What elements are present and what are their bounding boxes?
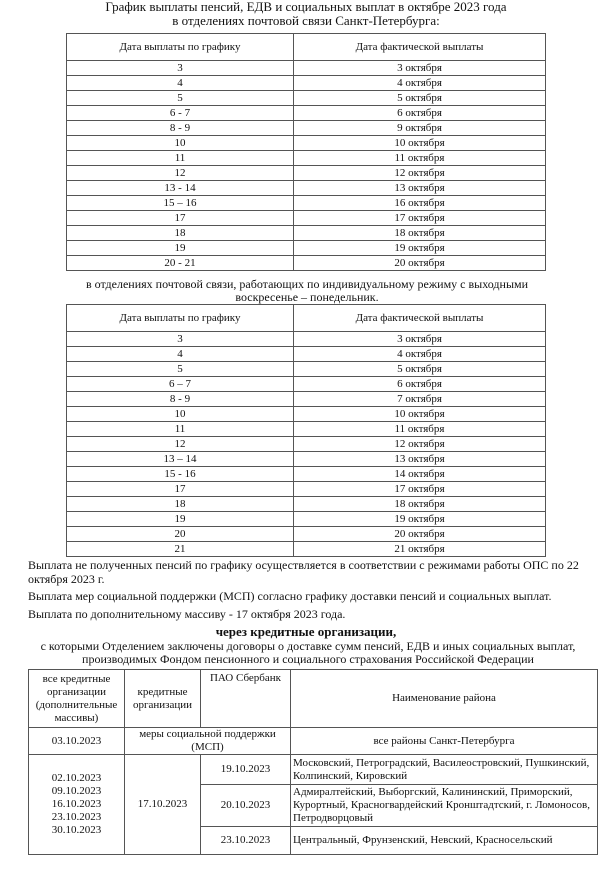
scheduled-date-cell: 3 [67,61,294,76]
actual-date-cell: 19 октября [294,512,546,527]
table-row [67,407,546,422]
table-row [67,392,546,407]
actual-date-cell: 10 октября [294,407,546,422]
scheduled-date-cell: 19 [67,512,294,527]
credit-row1-date: 03.10.2023 [29,728,125,755]
note-unpaid-pensions: Выплата не полученных пенсий по графику осуществляется в соответствии с режимами работы ОПС по 22 октября 2023 г. [28,558,579,586]
scheduled-date-cell: 21 [67,542,294,557]
actual-date-cell: 7 октября [294,392,546,407]
scheduled-date-cell: 6 – 7 [67,377,294,392]
title-line-2: в отделениях почтовой связи Санкт-Петербурга: [172,13,440,28]
all-orgs-date: 09.10.2023 [51,785,102,797]
scheduled-date-cell: 13 - 14 [67,181,294,196]
scheduled-date-cell: 8 - 9 [67,121,294,136]
scheduled-date-cell: 12 [67,166,294,181]
scheduled-date-cell: 13 – 14 [67,452,294,467]
table-row [67,106,546,121]
actual-date-cell: 16 октября [294,196,546,211]
table-row [67,91,546,106]
actual-date-cell: 3 октября [294,332,546,347]
document-title [20,0,592,28]
scheduled-date-cell: 20 - 21 [67,256,294,271]
table-row [67,211,546,226]
table-row [67,497,546,512]
col-header-actual: Дата фактической выплаты [294,305,546,332]
table-row [67,377,546,392]
actual-date-cell: 18 октября [294,226,546,241]
credit-header-all-orgs: все кредитные организации (дополнительные массивы) [29,670,125,728]
table-row [67,542,546,557]
actual-date-cell: 13 октября [294,181,546,196]
table-row [67,422,546,437]
sber-districts-3: Центральный, Фрунзенский, Невский, Красносельский [291,827,598,855]
scheduled-date-cell: 11 [67,151,294,166]
actual-date-cell: 19 октября [294,241,546,256]
table-row [67,136,546,151]
sber-districts-2: Адмиралтейский, Выборгский, Калининский, Приморский, Курортный, Красногвардейский Кронштадтский, г. Ломоносов, Петродворцовый [291,785,598,827]
actual-date-cell: 4 октября [294,76,546,91]
actual-date-cell: 12 октября [294,437,546,452]
table-row [67,61,546,76]
actual-date-cell: 3 октября [294,61,546,76]
scheduled-date-cell: 3 [67,332,294,347]
table-row [67,527,546,542]
actual-date-cell: 5 октября [294,362,546,377]
credit-organizations-table [28,669,598,855]
scheduled-date-cell: 10 [67,407,294,422]
scheduled-date-cell: 5 [67,362,294,377]
credit-dates-all [29,755,125,855]
actual-date-cell: 17 октября [294,211,546,226]
table-row [67,482,546,497]
scheduled-date-cell: 17 [67,211,294,226]
schedule-table-main [66,33,546,271]
sber-date-2: 20.10.2023 [201,785,291,827]
actual-date-cell: 4 октября [294,347,546,362]
scheduled-date-cell: 18 [67,226,294,241]
sber-date-1: 19.10.2023 [201,755,291,785]
scheduled-date-cell: 12 [67,437,294,452]
actual-date-cell: 17 октября [294,482,546,497]
scheduled-date-cell: 15 – 16 [67,196,294,211]
sber-districts-1: Московский, Петроградский, Василеостровский, Пушкинский, Колпинский, Кировский [291,755,598,785]
actual-date-cell: 11 октября [294,422,546,437]
scheduled-date-cell: 8 - 9 [67,392,294,407]
actual-date-cell: 20 октября [294,256,546,271]
actual-date-cell: 13 октября [294,452,546,467]
table-row [67,362,546,377]
actual-date-cell: 18 октября [294,497,546,512]
scheduled-date-cell: 19 [67,241,294,256]
credit-section-subtitle: с которыми Отделением заключены договоры о доставке сумм пенсий, ЕДВ и иных социальных выплат, производимых Фондом пенсионного и социального страхования Российской Федерации [40,639,576,666]
table-row [67,467,546,482]
scheduled-date-cell: 4 [67,76,294,91]
scheduled-date-cell: 20 [67,527,294,542]
table-row [67,256,546,271]
actual-date-cell: 6 октября [294,377,546,392]
table-row [67,121,546,136]
col-header-actual: Дата фактической выплаты [294,34,546,61]
col-header-scheduled: Дата выплаты по графику [67,305,294,332]
table-row [67,332,546,347]
actual-date-cell: 6 октября [294,106,546,121]
actual-date-cell: 5 октября [294,91,546,106]
credit-date-orgs: 17.10.2023 [125,755,201,855]
actual-date-cell: 12 октября [294,166,546,181]
credit-row1-districts: все районы Санкт-Петербурга [291,728,598,755]
scheduled-date-cell: 11 [67,422,294,437]
credit-header-credit-orgs: кредитные организации [125,670,201,728]
table-row [67,181,546,196]
table-row [67,76,546,91]
scheduled-date-cell: 17 [67,482,294,497]
scheduled-date-cell: 15 - 16 [67,467,294,482]
scheduled-date-cell: 6 - 7 [67,106,294,121]
actual-date-cell: 11 октября [294,151,546,166]
title-line-1: График выплаты пенсий, ЕДВ и социальных выплат в октябре 2023 года [105,0,507,14]
scheduled-date-cell: 10 [67,136,294,151]
note-additional-array: Выплата по дополнительному массиву - 17 октября 2023 года. [28,607,346,621]
section-subtitle-individual: в отделениях почтовой связи, работающих по индивидуальному режиму с выходными воскресенье – понедельник. [85,277,529,304]
all-orgs-date: 16.10.2023 [51,798,102,810]
schedule-table-individual [66,304,546,557]
table-row [67,151,546,166]
all-orgs-date: 02.10.2023 [51,772,102,784]
actual-date-cell: 9 октября [294,121,546,136]
actual-date-cell: 14 октября [294,467,546,482]
table-row [67,226,546,241]
note-social-support: Выплата мер социальной поддержки (МСП) согласно графику доставки пенсий и социальных выплат. [28,589,552,603]
table-row [67,437,546,452]
credit-section-title: через кредитные организации, [215,624,397,639]
credit-header-district: Наименование района [291,670,598,728]
scheduled-date-cell: 4 [67,347,294,362]
table-row [67,512,546,527]
scheduled-date-cell: 18 [67,497,294,512]
table-row [67,347,546,362]
actual-date-cell: 10 октября [294,136,546,151]
actual-date-cell: 21 октября [294,542,546,557]
table-row [67,166,546,181]
all-orgs-date: 30.10.2023 [51,824,102,836]
table-row [67,452,546,467]
actual-date-cell: 20 октября [294,527,546,542]
col-header-scheduled: Дата выплаты по графику [67,34,294,61]
sber-date-3: 23.10.2023 [201,827,291,855]
scheduled-date-cell: 5 [67,91,294,106]
table-row [67,241,546,256]
credit-row1-msp: меры социальной поддержки (МСП) [125,728,291,755]
table-row [67,196,546,211]
credit-header-sberbank: ПАО Сбербанк [201,670,291,728]
all-orgs-date: 23.10.2023 [51,811,102,823]
